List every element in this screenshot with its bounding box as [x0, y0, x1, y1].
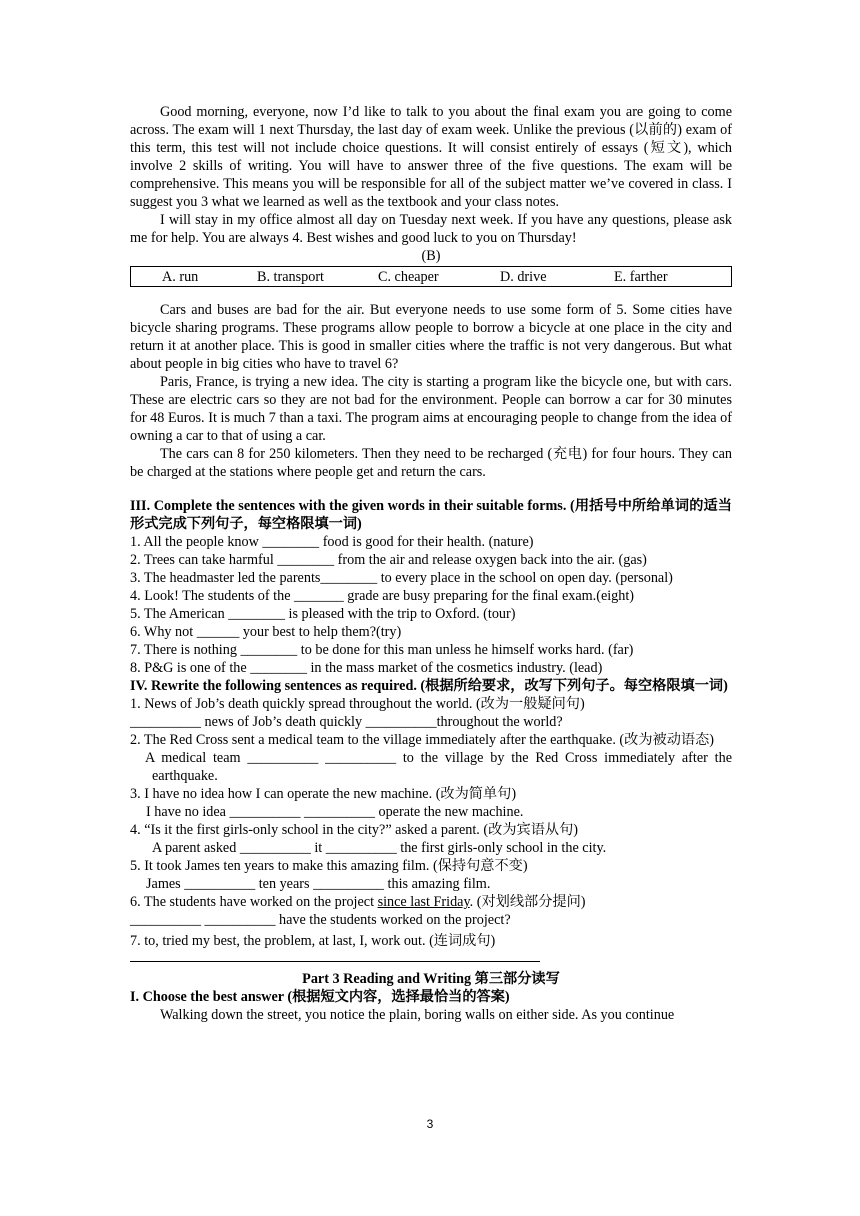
section-3-item: 4. Look! The students of the _______ grade are busy preparing for the final exam.(eight) [130, 588, 635, 604]
section-4-question-7: 7. to, tried my best, the problem, at last, I, work out. (连词成句) [130, 933, 496, 949]
section-3-item: 6. Why not ______ your best to help them?(try) [130, 624, 402, 640]
section-3-item: 1. All the people know ________ food is good for their health. (nature) [130, 534, 534, 550]
question-6-text: 6. The students have worked on the project [130, 894, 378, 910]
passage-b-paragraph-1: Cars and buses are bad for the air. But everyone needs to use some form of 5. Some cities have bicycle sharing programs. These programs allow people to borrow a bicycle at one place in the city and return it at another place. This is good in smaller cities where the traffic is not very dangerous. But what about people in big cities who have to travel 6? [130, 302, 732, 372]
option-c: C. cheaper [378, 268, 439, 285]
part-3-passage-start: Walking down the street, you notice the plain, boring walls on either side. As you continue [160, 1007, 675, 1023]
section-3-item: 2. Trees can take harmful ________ from the air and release oxygen back into the air. (gas) [130, 552, 647, 568]
section-3-item: 8. P&G is one of the ________ in the mass market of the cosmetics industry. (lead) [130, 660, 603, 676]
section-4-question-6 [130, 893, 732, 911]
section-4-answer-2: A medical team __________ __________ to the village by the Red Cross immediately after the earthquake. [145, 750, 732, 784]
section-3-item: 5. The American ________ is pleased with the trip to Oxford. (tour) [130, 606, 516, 622]
option-d: D. drive [500, 268, 547, 285]
part-3-heading: Part 3 Reading and Writing 第三部分读写 [302, 971, 560, 987]
page-number: 3 [426, 1117, 434, 1131]
section-4-answer-1: __________ news of Job’s death quickly __________throughout the world? [130, 714, 563, 730]
question-6-instruction: . (对划线部分提问) [469, 894, 586, 910]
option-a: A. run [162, 268, 199, 285]
answer-line [130, 950, 540, 962]
option-e: E. farther [614, 268, 668, 285]
section-4-answer-4: A parent asked __________ it __________ the first girls-only school in the city. [152, 840, 607, 856]
word-options-box [130, 266, 732, 287]
section-4-answer-3: I have no idea __________ __________ operate the new machine. [146, 804, 524, 820]
question-6-underlined-part: since last Friday [377, 894, 470, 910]
section-4-answer-5: James __________ ten years __________ this amazing film. [146, 876, 491, 892]
section-3-item: 7. There is nothing ________ to be done for this man unless he himself works hard. (far) [130, 642, 634, 658]
passage-b-paragraph-2: Paris, France, is trying a new idea. The city is starting a program like the bicycle one, but with cars. These are electric cars so they are not bad for the environment. People can borrow a car for 30 minutes for 48 Euros. It is much 7 than a taxi. The program aims at encouraging people to change from the idea of owning a car to that of using a car. [130, 374, 732, 444]
section-4-question-2: 2. The Red Cross sent a medical team to the village immediately after the earthquake. (改为被动语态) [130, 732, 715, 748]
section-3-item: 3. The headmaster led the parents________ to every place in the school on open day. (personal) [130, 570, 673, 586]
passage-b-label: (B) [421, 248, 441, 264]
section-4-question-4: 4. “Is it the first girls-only school in the city?” asked a parent. (改为宾语从句) [130, 822, 578, 838]
passage-a-paragraph-2: I will stay in my office almost all day on Tuesday next week. If you have any questions, please ask me for help. You are always 4. Best wishes and good luck to you on Thursday! [130, 212, 732, 246]
passage-a-paragraph-1: Good morning, everyone, now I’d like to talk to you about the final exam you are going to come across. The exam will 1 next Thursday, the last day of exam week. Unlike the previous (以前的) exam of this term, this test will not include choice questions. It will consist entirely of essays (短文), which involve 2 skills of writing. You will have to answer three of the five questions. The exam will be comprehensive. This means you will be responsible for all of the subject matter we’ve covered in class. I suggest you 3 what we learned as well as the textbook and your class notes. [130, 104, 732, 210]
option-b: B. transport [257, 268, 324, 285]
section-4-question-5: 5. It took James ten years to make this amazing film. (保持句意不变) [130, 858, 528, 874]
section-3-heading: III. Complete the sentences with the given words in their suitable forms. (用括号中所给单词的适当形式完成下列句子，每空格限填一词) [130, 498, 732, 532]
passage-b-paragraph-3: The cars can 8 for 250 kilometers. Then they need to be recharged (充电) for four hours. They can be charged at the stations where people get and return the cars. [130, 446, 732, 480]
section-4-heading: IV. Rewrite the following sentences as required. (根据所给要求，改写下列句子。每空格限填一词) [130, 678, 728, 694]
document-body [130, 103, 732, 1024]
section-4-question-3: 3. I have no idea how I can operate the new machine. (改为简单句) [130, 786, 517, 802]
section-4-question-1: 1. News of Job’s death quickly spread throughout the world. (改为一般疑问句) [130, 696, 585, 712]
part-3-subheading: I. Choose the best answer (根据短文内容，选择最恰当的答案) [130, 989, 510, 1005]
section-4-answer-6: __________ __________ have the students worked on the project? [130, 912, 511, 928]
